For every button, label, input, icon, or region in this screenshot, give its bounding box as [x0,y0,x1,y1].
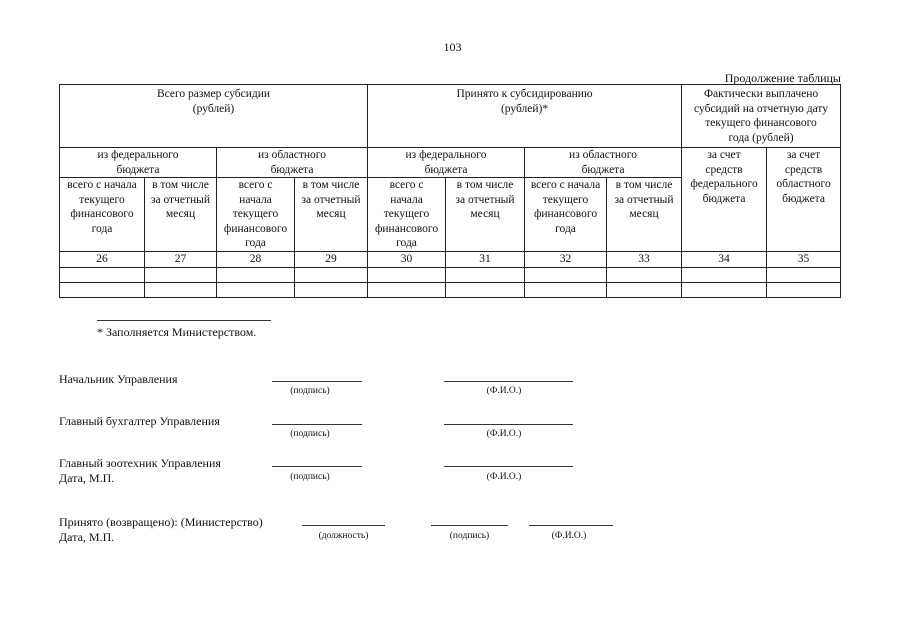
footnote-divider [97,320,271,321]
table-cell[interactable] [525,267,607,282]
position-caption: (должность) [318,531,369,541]
name-caption: (Ф.И.О.) [486,429,522,439]
column-number: 26 [60,252,145,268]
signatory-label: Принято (возвращено): (Министерство) [59,515,263,529]
signatory-label: Главный бухгалтер Управления [59,414,220,428]
subheader-total-federal: из федерального бюджета [60,148,217,178]
name-line[interactable] [444,466,573,467]
leaf-header: всего с начала текущего финансового года [525,178,607,252]
name-caption: (Ф.И.О.) [486,386,522,396]
table-cell[interactable] [607,282,682,297]
signature-line[interactable] [272,381,362,382]
header-total-subsidy: Всего размер субсидии (рублей) [60,85,368,148]
signature-line[interactable] [272,424,362,425]
position-line[interactable] [302,525,385,526]
page-number: 103 [443,40,462,54]
table-cell[interactable] [525,282,607,297]
leaf-header: в том числе за отчетный месяц [145,178,217,252]
table-cell[interactable] [60,267,145,282]
leaf-header: в том числе за отчетный месяц [295,178,368,252]
name-line[interactable] [444,424,573,425]
leaf-header: всего с начала текущего финансового года [60,178,145,252]
date-stamp-label: Дата, М.П. [59,530,115,544]
signature-caption: (подпись) [290,472,330,482]
column-number: 29 [295,252,368,268]
table-continuation-label: Продолжение таблицы [724,71,841,85]
signature-line[interactable] [272,466,362,467]
table-cell[interactable] [295,282,368,297]
leaf-header: всего с начала текущего финансового года [368,178,446,252]
column-number: 30 [368,252,446,268]
table-cell[interactable] [217,282,295,297]
column-number: 32 [525,252,607,268]
signature-line[interactable] [431,525,508,526]
table-cell[interactable] [767,282,841,297]
table-cell[interactable] [217,267,295,282]
signature-caption: (подпись) [290,429,330,439]
footnote: * Заполняется Министерством. [97,325,257,339]
name-caption: (Ф.И.О.) [551,531,587,541]
subheader-paid-regional: за счет средств областного бюджета [767,148,841,252]
subsidy-table [59,84,841,298]
table-cell[interactable] [446,267,525,282]
column-number-row [60,252,841,268]
leaf-header: в том числе за отчетный месяц [446,178,525,252]
name-line[interactable] [444,381,573,382]
name-line[interactable] [529,525,613,526]
header-actually-paid: Фактически выплачено субсидий на отчетную дату текущего финансового года (рублей) [682,85,841,148]
table-row [60,282,841,297]
signature-caption: (подпись) [449,531,490,541]
leaf-header: в том числе за отчетный месяц [607,178,682,252]
table-cell[interactable] [682,282,767,297]
subheader-total-regional: из областного бюджета [217,148,368,178]
subheader-paid-federal: за счет средств федерального бюджета [682,148,767,252]
table-cell[interactable] [368,282,446,297]
name-caption: (Ф.И.О.) [486,472,522,482]
column-number: 35 [767,252,841,268]
signatory-label: Главный зоотехник Управления [59,456,221,470]
table-cell[interactable] [767,267,841,282]
column-number: 31 [446,252,525,268]
subheader-accepted-regional: из областного бюджета [525,148,682,178]
column-number: 28 [217,252,295,268]
column-number: 33 [607,252,682,268]
column-number: 27 [145,252,217,268]
leaf-header: всего с начала текущего финансового года [217,178,295,252]
subheader-accepted-federal: из федерального бюджета [368,148,525,178]
date-stamp-label: Дата, М.П. [59,471,115,485]
signature-caption: (подпись) [290,386,330,396]
table-cell[interactable] [295,267,368,282]
table-cell[interactable] [60,282,145,297]
signatory-label: Начальник Управления [59,372,178,386]
table-cell[interactable] [682,267,767,282]
table-cell[interactable] [145,267,217,282]
table-cell[interactable] [145,282,217,297]
header-accepted-subsidy: Принято к субсидированию (рублей)* [368,85,682,148]
table-row [60,267,841,282]
column-number: 34 [682,252,767,268]
table-cell[interactable] [446,282,525,297]
table-cell[interactable] [607,267,682,282]
table-cell[interactable] [368,267,446,282]
